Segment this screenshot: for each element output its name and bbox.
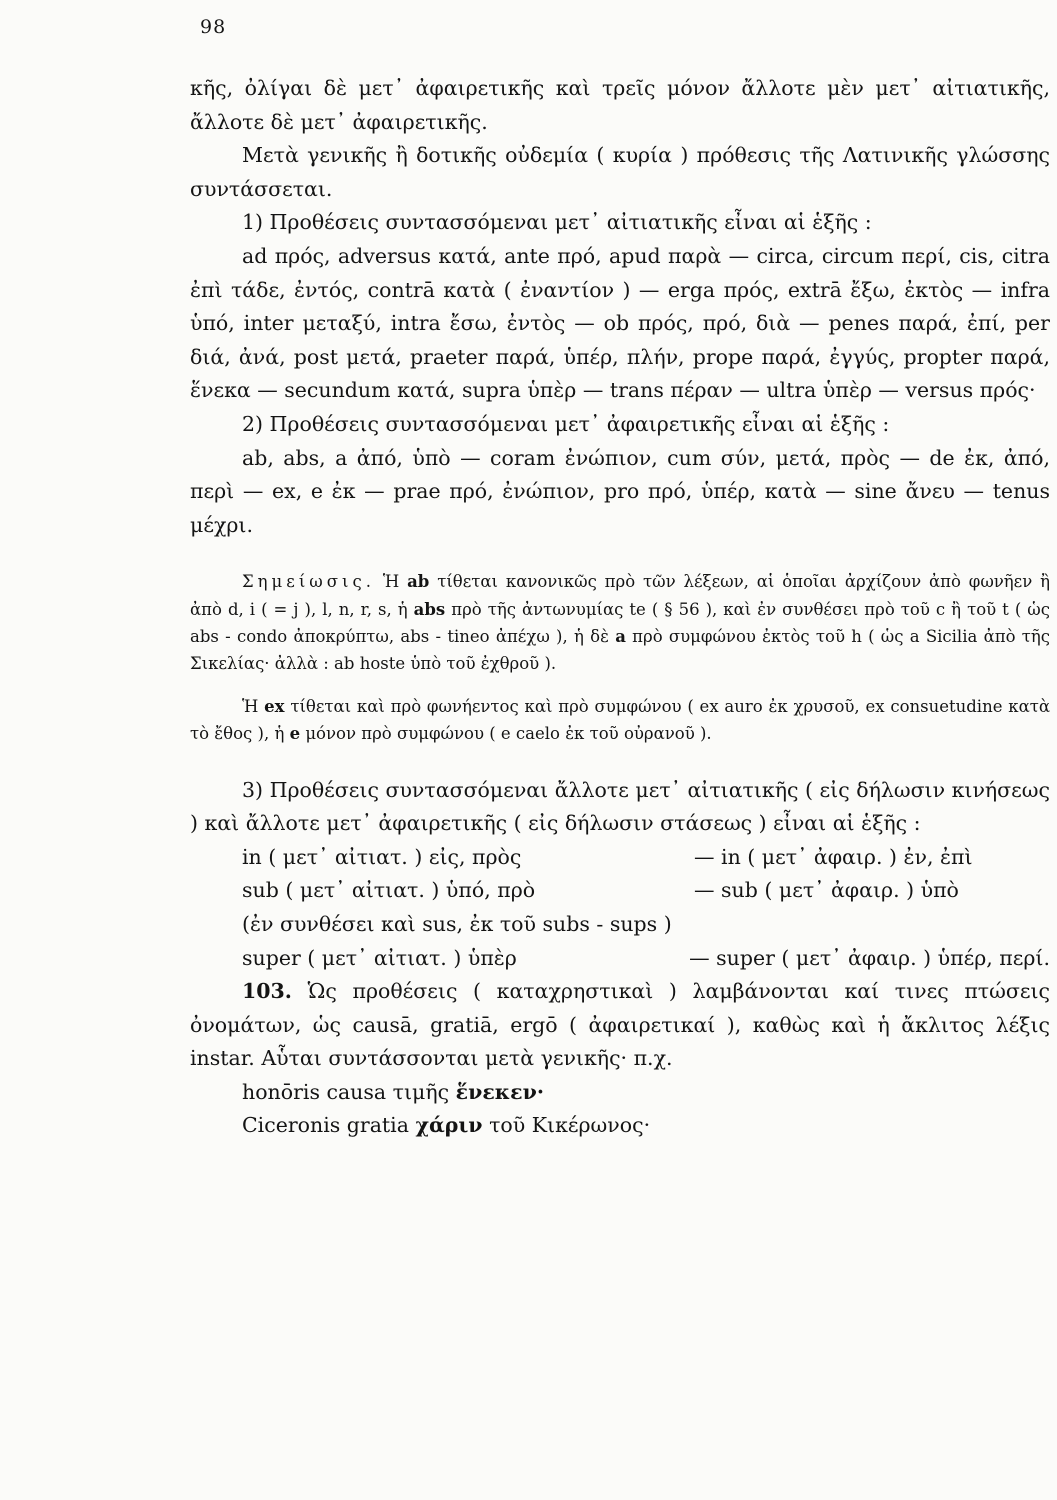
- note-ex: Ἡ ex τίθεται καὶ πρὸ φωνήεντος καὶ πρὸ συμφώνου ( ex auro ἐκ χρυσοῦ, ex consuetudine κατὰ τὸ ἔθος ), ἡ e μόνον πρὸ συμφώνου ( e caelo ἐκ τοῦ οὐρανοῦ ).: [190, 697, 1050, 744]
- table-row: [242, 908, 1050, 942]
- prep-ablative: — in ( μετ᾽ ἀφαιρ. ) ἐν, ἐπὶ: [694, 844, 973, 869]
- prep-accusative: sub ( μετ᾽ αἰτιατ. ) ὑπό, πρὸ: [242, 878, 536, 903]
- section-1-list: ad πρός, adversus κατά, ante πρό, apud παρὰ — circa, circum περί, cis, citra ἐπὶ τάδε, ἐντός, contrā κατὰ ( ἐναντίον ) — erga πρός, extrā ἔξω, ἐκτὸς — infra ὑπό, inter μεταξύ, intra ἔσω, ἐντὸς — ob πρός, πρό, διὰ — penes παρά, ἐπί, per διά, ἀνά, post μετά, praeter παρά, ὑπέρ, πλήν, prope παρά, ἐγγύς, propter παρά, ἕνεκα — secundum κατά, supra ὑπὲρ — trans πέραν — ultra ὑπὲρ — versus πρός·: [190, 243, 1050, 403]
- paragraph-continuation: κῆς, ὀλίγαι δὲ μετ᾽ ἀφαιρετικῆς καὶ τρεῖς μόνον ἄλλοτε μὲν μετ᾽ αἰτιατικῆς, ἄλλοτε δὲ μετ᾽ ἀφαιρετικῆς.: [190, 76, 1050, 134]
- prep-ablative: — super ( μετ᾽ ἀφαιρ. ) ὑπέρ, περί.: [689, 945, 1050, 970]
- section-2-list: ab, abs, a ἀπό, ὑπὸ — coram ἐνώπιον, cum σύν, μετά, πρὸς — de ἐκ, ἀπό, περὶ — ex, e ἐκ — prae πρό, ἐνώπιον, pro πρό, ὑπέρ, κατὰ — sine ἄνευ — tenus μέχρι.: [190, 445, 1051, 537]
- bold-term: abs: [413, 599, 446, 619]
- paragraph-103: 103. Ὡς προθέσεις ( καταχρηστικαὶ ) λαμβάνονται καί τινες πτώσεις ὀνομάτων, ὡς causā, gratiā, ergō ( ἀφαιρετικαί ), καθὼς καὶ ἡ ἄκλιτος λέξις instar. Αὗται συντάσσονται μετὰ γενικῆς· π.χ.: [190, 979, 1050, 1071]
- paragraph-number: 103.: [242, 979, 292, 1004]
- bold-term: e: [289, 724, 301, 744]
- note-label: Σημείωσις.: [242, 572, 375, 592]
- table-row: [242, 874, 1050, 908]
- bold-term: a: [615, 626, 626, 646]
- prep-accusative: super ( μετ᾽ αἰτιατ. ) ὑπὲρ: [242, 945, 517, 970]
- page-number: 98: [200, 16, 227, 38]
- paragraph-intro: Μετὰ γενικῆς ἢ δοτικῆς οὐδεμία ( κυρία ) πρόθεσις τῆς Λατινικῆς γλώσσης συντάσσεται.: [190, 143, 1050, 201]
- table-row: [242, 841, 1050, 875]
- body-text: [190, 72, 1050, 1143]
- bold-term: χάριν: [415, 1113, 483, 1138]
- bold-term: ex: [264, 697, 285, 717]
- prep-ablative: [694, 908, 1050, 942]
- example-line: honōris causa τιμῆς ἕνεκεν·: [242, 1079, 544, 1104]
- example-line: Ciceronis gratia χάριν τοῦ Κικέρωνος·: [242, 1113, 651, 1138]
- note-ab: Σημείωσις. Ἡ ab τίθεται κανονικῶς πρὸ τῶν λέξεων, αἱ ὁποῖαι ἀρχίζουν ἀπὸ φωνῆεν ἢ ἀπὸ d, i ( = j ), l, n, r, s, ἡ abs πρὸ τῆς ἀντωνυμίας te ( § 56 ), καὶ ἐν συνθέσει πρὸ τοῦ c ἢ τοῦ t ( ὡς abs - condo ἀποκρύπτω, abs - tineo ἀπέχω ), ἡ δὲ a πρὸ συμφώνου ἐκτὸς τοῦ h ( ὡς a Sicilia ἀπὸ τῆς Σικελίας· ἀλλὰ : ab hoste ὑπὸ τοῦ ἐχθροῦ ).: [190, 572, 1051, 673]
- prep-note: (ἐν συνθέσει καὶ sus, ἐκ τοῦ subs - sups ): [242, 911, 672, 936]
- bold-term: ab: [407, 572, 430, 592]
- bold-term: ἕνεκεν·: [455, 1079, 544, 1104]
- table-row: [242, 942, 1050, 976]
- section-1-heading: 1) Προθέσεις συντασσόμεναι μετ᾽ αἰτιατικῆς εἶναι αἱ ἑξῆς :: [242, 210, 872, 235]
- prep-accusative: in ( μετ᾽ αἰτιατ. ) εἰς, πρὸς: [242, 844, 522, 869]
- section-2-heading: 2) Προθέσεις συντασσόμεναι μετ᾽ ἀφαιρετικῆς εἶναι αἱ ἑξῆς :: [242, 411, 890, 436]
- prep-ablative: — sub ( μετ᾽ ἀφαιρ. ) ὑπὸ: [694, 878, 959, 903]
- preposition-table: [242, 841, 1050, 975]
- section-3-heading: 3) Προθέσεις συντασσόμεναι ἄλλοτε μετ᾽ αἰτιατικῆς ( εἰς δήλωσιν κινήσεως ) καὶ ἄλλοτε μετ᾽ ἀφαιρετικῆς ( εἰς δήλωσιν στάσεως ) εἶναι αἱ ἑξῆς :: [190, 777, 1050, 836]
